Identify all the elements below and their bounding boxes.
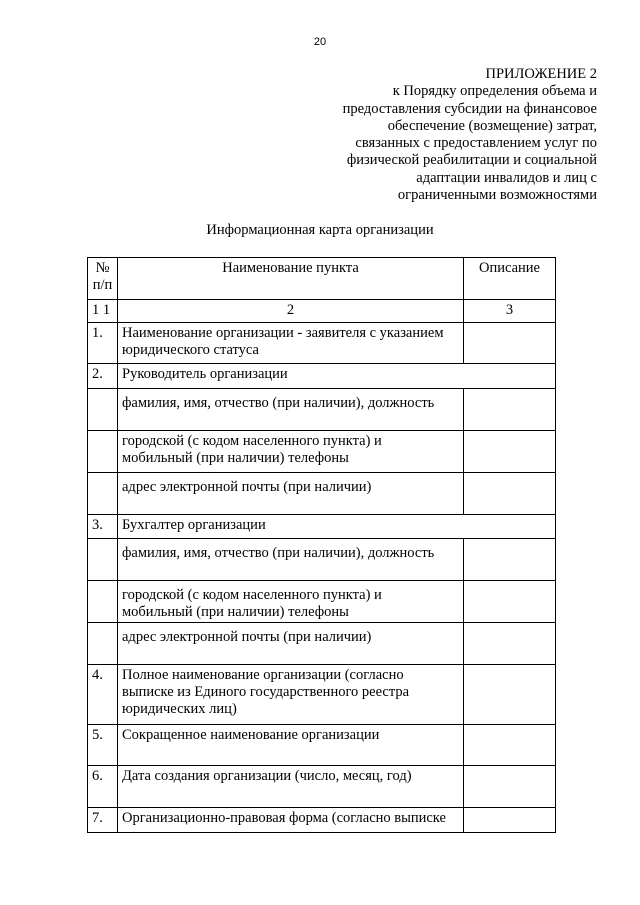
row-text-line: мобильный (при наличии) телефоны — [122, 604, 349, 620]
row-text-line: Организационно-правовая форма (согласно выписке — [122, 810, 446, 826]
row-text — [118, 364, 556, 389]
row-text-line: выписке из Единого государственного реестра — [122, 684, 410, 700]
appendix-line: физической реабилитации и социальной — [346, 152, 597, 169]
table-row — [88, 665, 556, 725]
row-text — [118, 766, 464, 808]
row-num — [88, 623, 118, 665]
row-text — [118, 725, 464, 766]
row-text — [118, 323, 464, 364]
row-num — [88, 473, 118, 515]
table-row — [88, 473, 556, 515]
appendix-line: ограниченными возможностями — [397, 187, 597, 204]
row-text — [118, 539, 464, 581]
table-row — [88, 515, 556, 539]
appendix-line: адаптации инвалидов и лиц с — [416, 169, 597, 186]
table-row — [88, 323, 556, 364]
row-text-line: адрес электронной почты (при наличии) — [122, 629, 372, 645]
row-text-line: городской (с кодом населенного пункта) и — [122, 587, 382, 603]
row-text-line: Наименование организации - заявителя с указанием — [122, 325, 444, 341]
row-desc — [464, 581, 556, 623]
row-num — [88, 389, 118, 431]
row-text — [118, 431, 464, 473]
row-num: 6. — [88, 766, 118, 808]
row-text — [118, 473, 464, 515]
row-desc — [464, 473, 556, 515]
row-num — [88, 431, 118, 473]
info-card-table — [87, 257, 556, 833]
row-num: 7. — [88, 808, 118, 833]
header-num-line2: п/п — [92, 277, 113, 293]
appendix-heading: ПРИЛОЖЕНИЕ 2 — [485, 66, 597, 82]
row-desc — [464, 665, 556, 725]
table-row — [88, 581, 556, 623]
table-row — [88, 389, 556, 431]
row-text-line: Полное наименование организации (согласно — [122, 667, 404, 683]
appendix-line: связанных с предоставлением услуг по — [355, 135, 597, 152]
table-header-row — [88, 258, 556, 300]
header-desc-label: Описание — [479, 260, 540, 276]
row-text-line: юридического статуса — [122, 342, 259, 358]
table-row — [88, 808, 556, 833]
row-text — [118, 808, 464, 833]
table-row — [88, 766, 556, 808]
row-text-line: Сокращенное наименование организации — [122, 727, 380, 743]
header-num-line1: № — [95, 260, 110, 276]
row-desc — [464, 725, 556, 766]
row-text — [118, 623, 464, 665]
row-text-line: Дата создания организации (число, месяц, год) — [122, 768, 412, 784]
row-text-line: фамилия, имя, отчество (при наличии), должность — [122, 395, 435, 411]
row-desc — [464, 389, 556, 431]
appendix-line: обеспечение (возмещение) затрат, — [387, 117, 597, 134]
row-text-line: адрес электронной почты (при наличии) — [122, 479, 372, 495]
row-desc — [464, 808, 556, 833]
row-num: 5. — [88, 725, 118, 766]
row-text-line: Бухгалтер организации — [122, 517, 266, 533]
row-text — [118, 389, 464, 431]
row-text — [118, 515, 556, 539]
row-desc — [464, 623, 556, 665]
appendix-line: к Порядку определения объема и — [392, 83, 597, 100]
document-title: Информационная карта организации — [206, 222, 434, 238]
row-num: 4. — [88, 665, 118, 725]
header-name-cell — [118, 258, 464, 300]
row-num: 3. — [88, 515, 118, 539]
table-row — [88, 725, 556, 766]
header-desc-cell — [464, 258, 556, 300]
numbering-cell: 1 1 — [88, 300, 118, 323]
row-desc — [464, 431, 556, 473]
page-number: 20 — [313, 36, 327, 48]
row-num: 2. — [88, 364, 118, 389]
header-name-label: Наименование пункта — [222, 260, 359, 276]
row-num — [88, 581, 118, 623]
row-desc — [464, 539, 556, 581]
numbering-row — [88, 300, 556, 323]
table-row — [88, 539, 556, 581]
numbering-cell: 2 — [118, 300, 464, 323]
table-row — [88, 364, 556, 389]
row-text-line: мобильный (при наличии) телефоны — [122, 450, 349, 466]
appendix-block — [297, 66, 597, 204]
row-desc — [464, 323, 556, 364]
row-text — [118, 665, 464, 725]
appendix-line: предоставления субсидии на финансовое — [342, 100, 597, 117]
row-num — [88, 539, 118, 581]
row-num: 1. — [88, 323, 118, 364]
row-text — [118, 581, 464, 623]
table-row — [88, 431, 556, 473]
row-text-line: фамилия, имя, отчество (при наличии), должность — [122, 545, 435, 561]
header-num-cell — [88, 258, 118, 300]
row-text-line: юридических лиц) — [122, 701, 237, 717]
row-desc — [464, 766, 556, 808]
row-text-line: городской (с кодом населенного пункта) и — [122, 433, 382, 449]
row-text-line: Руководитель организации — [122, 366, 288, 382]
numbering-cell: 3 — [464, 300, 556, 323]
table-row — [88, 623, 556, 665]
